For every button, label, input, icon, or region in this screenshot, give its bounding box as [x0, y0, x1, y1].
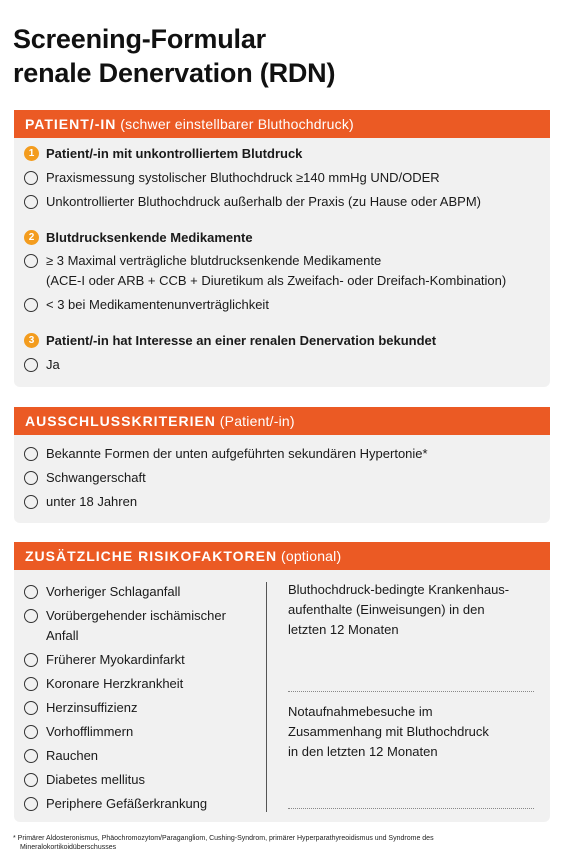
option-label: Diabetes mellitus	[46, 772, 145, 787]
radio-button[interactable]	[24, 471, 38, 485]
title-line-1: Screening-Formular	[13, 24, 266, 54]
footnote-line-1: * Primärer Aldosteronismus, Phäochromozytom/Paragangliom, Cushing-Syndrom, primärer Hyperparathyreoidismus und Syndrome des	[13, 835, 434, 842]
question-2-label: Blutdrucksenkende Medikamente	[46, 230, 253, 245]
patient-header-rest: (schwer einstellbarer Bluthochdruck)	[120, 116, 354, 132]
radio-button[interactable]	[24, 585, 38, 599]
exclusion-section-header	[14, 407, 550, 435]
footnote	[13, 834, 548, 852]
number-badge-2: 2	[24, 230, 39, 245]
text-line: in den letzten 12 Monaten	[288, 744, 438, 759]
radio-button[interactable]	[24, 701, 38, 715]
question-3-label: Patient/-in hat Interesse an einer renalen Denervation bekundet	[46, 333, 437, 348]
text-line: Zusammenhang mit Bluthochdruck	[288, 724, 489, 739]
radio-button[interactable]	[24, 725, 38, 739]
option-label: < 3 bei Medikamentenunverträglichkeit	[46, 297, 269, 312]
radio-button[interactable]	[24, 358, 38, 372]
option-label: Vorhofflimmern	[46, 724, 134, 739]
patient-section-header	[14, 110, 550, 138]
option-label: Schwangerschaft	[46, 470, 146, 485]
emergency-visits-entry-line[interactable]	[288, 808, 534, 809]
option-label: Unkontrollierter Bluthochdruck außerhalb der Praxis (zu Hause oder ABPM)	[46, 194, 481, 209]
radio-button[interactable]	[24, 749, 38, 763]
option-label: unter 18 Jahren	[46, 494, 138, 509]
risk-factors-section	[14, 542, 550, 822]
radio-button[interactable]	[24, 677, 38, 691]
option-label: Periphere Gefäßerkrankung	[46, 796, 208, 811]
text-line: letzten 12 Monaten	[288, 622, 399, 637]
radio-button[interactable]	[24, 495, 38, 509]
number-badge-3: 3	[24, 333, 39, 348]
radio-button[interactable]	[24, 797, 38, 811]
patient-header-bold: PATIENT/-IN	[25, 116, 117, 132]
option-label: Herzinsuffizienz	[46, 700, 138, 715]
exclusion-header-bold: AUSSCHLUSSKRITERIEN	[25, 413, 216, 429]
option-label-line-2: Anfall	[46, 628, 79, 643]
text-line: aufenthalte (Einweisungen) in den	[288, 602, 485, 617]
title-line-2: renale Denervation (RDN)	[13, 58, 336, 88]
radio-button[interactable]	[24, 171, 38, 185]
patient-section	[14, 110, 550, 387]
radio-button[interactable]	[24, 773, 38, 787]
risk-section-header	[14, 542, 550, 570]
risk-header-bold: ZUSÄTZLICHE RISIKOFAKTOREN	[25, 548, 278, 564]
option-label: Ja	[46, 357, 60, 372]
radio-button[interactable]	[24, 609, 38, 623]
text-line: Bluthochdruck-bedingte Krankenhaus-	[288, 582, 510, 597]
risk-header-rest: (optional)	[280, 548, 342, 564]
column-divider	[266, 582, 267, 812]
option-label: Koronare Herzkrankheit	[46, 676, 184, 691]
exclusion-header-rest: (Patient/-in)	[219, 413, 295, 429]
number-badge-1: 1	[24, 146, 39, 161]
footnote-line-2: Mineralokortikoidüberschusses	[20, 844, 117, 851]
radio-button[interactable]	[24, 254, 38, 268]
option-label-line-1: ≥ 3 Maximal verträgliche blutdrucksenkende Medikamente	[46, 253, 382, 268]
radio-button[interactable]	[24, 195, 38, 209]
text-line: Notaufnahmebesuche im	[288, 704, 433, 719]
hospitalizations-entry-line[interactable]	[288, 691, 534, 692]
radio-button[interactable]	[24, 298, 38, 312]
emergency-visits-text	[288, 702, 543, 762]
option-label: Bekannte Formen der unten aufgeführten sekundären Hypertonie*	[46, 446, 428, 461]
exclusion-section	[14, 407, 550, 523]
question-1-label: Patient/-in mit unkontrolliertem Blutdruck	[46, 146, 303, 161]
radio-button[interactable]	[24, 653, 38, 667]
hospitalizations-text	[288, 580, 543, 640]
option-label: Vorheriger Schlaganfall	[46, 584, 181, 599]
page-title	[13, 22, 543, 90]
radio-button[interactable]	[24, 447, 38, 461]
option-label: Praxismessung systolischer Bluthochdruck ≥140 mmHg UND/ODER	[46, 170, 440, 185]
option-label: Rauchen	[46, 748, 99, 763]
option-label: Früherer Myokardinfarkt	[46, 652, 185, 667]
option-label-line-1: Vorübergehender ischämischer	[46, 608, 226, 623]
option-label-line-2: (ACE-I oder ARB + CCB + Diuretikum als Zweifach- oder Dreifach-Kombination)	[46, 273, 507, 288]
